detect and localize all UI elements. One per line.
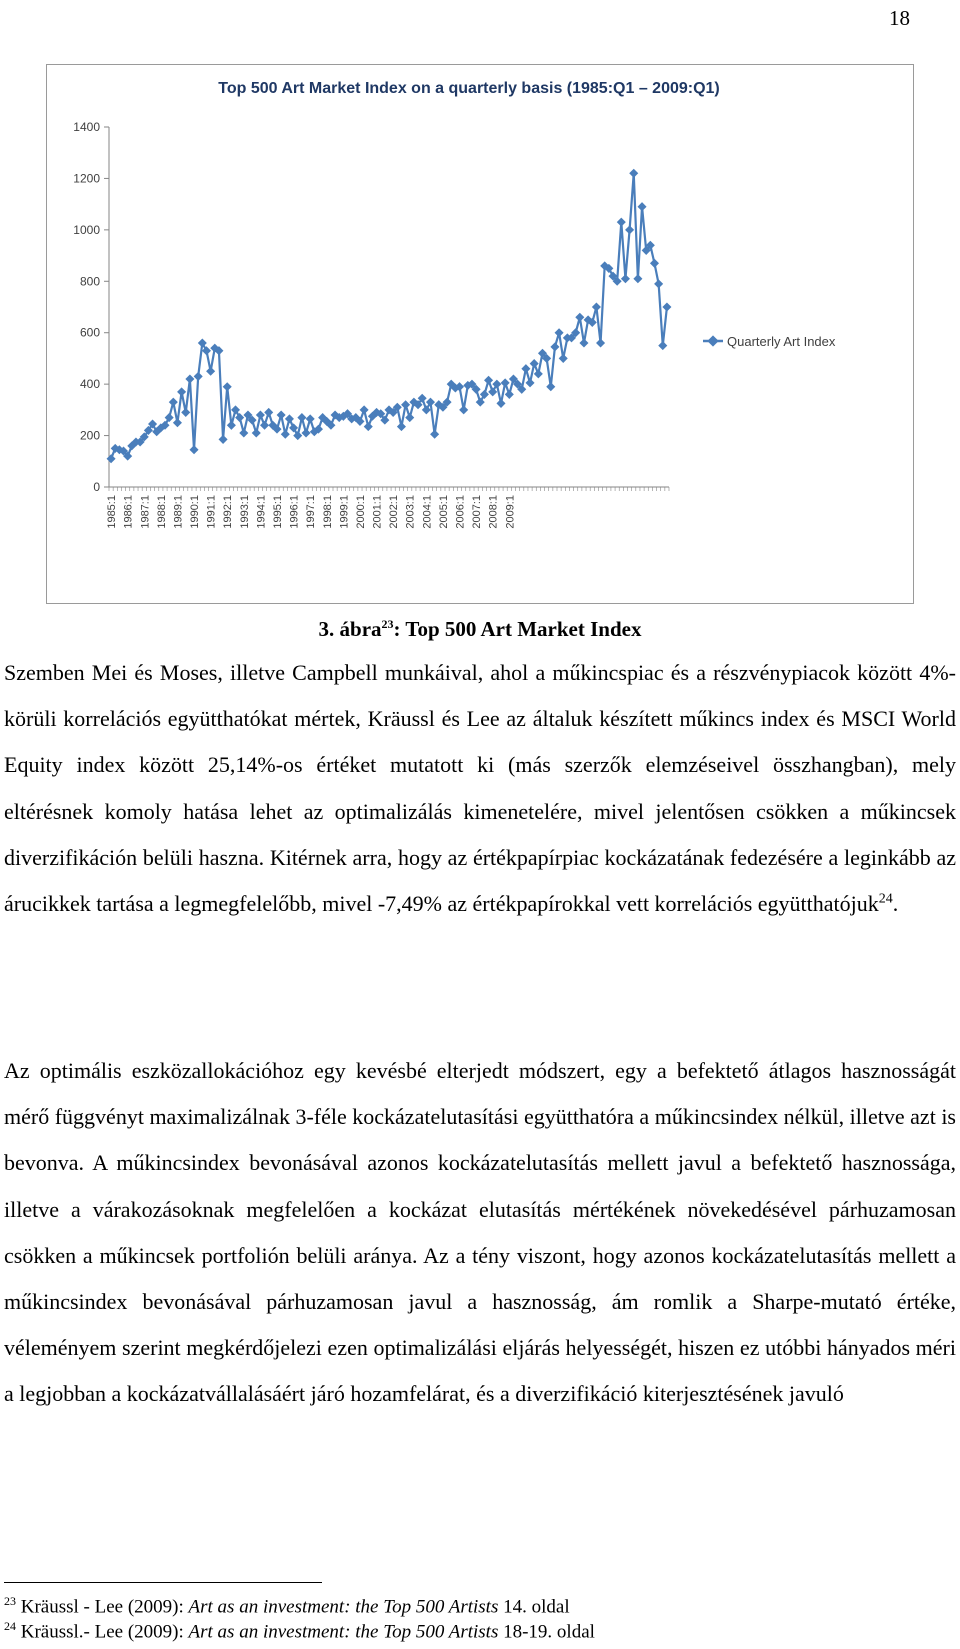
- paragraph-2: Az optimális eszközallokációhoz egy kevésbé elterjedt módszert, egy a befektető átlagos hasznosságát mérő függvényt maximalizálnak 3-féle kockázatelutasítási együtthatóra a műkincsindex nélkül, illetve azt is bevonva. A műkincsindex bevonásával azonos kockázatelutasítás mellett javul a befektető hasznossága, illetve a várakozásoknak megfelelően a kockázat elutasítás mértékének növekedésével párhuzamosan csökken a műkincsek portfolión belüli aránya. Az a tény viszont, hogy azonos kockázatelutasítás mellett a műkincsindex bevonásával párhuzamosan javul a hasznosság, ám romlik a Sharpe-mutató értéke, véleményem szerint megkérdőjelezi ezen optimalizálási eljárás helyességét, hiszen ez utóbbi hányados méri a legjobban a kockázatvállalásáért járó hozamfelárat, és a diverzifikáció kiterjesztésének javuló: [4, 1058, 956, 1407]
- data-point: [480, 390, 489, 399]
- x-tick-label: 2005:1: [437, 495, 450, 529]
- data-point: [488, 387, 497, 396]
- data-point: [360, 405, 369, 414]
- footnote-divider: [4, 1582, 322, 1583]
- x-tick-label: 1996:1: [288, 495, 301, 529]
- data-point: [302, 428, 311, 437]
- y-tick-label: 0: [93, 480, 100, 494]
- data-point: [235, 413, 244, 422]
- x-tick-label: 1995:1: [272, 495, 284, 529]
- data-point: [239, 428, 248, 437]
- series-line: [111, 173, 667, 458]
- data-point: [662, 302, 671, 311]
- data-point: [281, 430, 290, 439]
- x-tick-label: 1989:1: [172, 495, 185, 529]
- x-tick-label: 1990:1: [189, 495, 202, 529]
- data-point: [405, 413, 414, 422]
- data-point: [260, 421, 269, 430]
- data-point: [173, 418, 182, 427]
- x-tick-label: 2007:1: [471, 495, 484, 529]
- data-point: [306, 414, 315, 423]
- data-point: [397, 422, 406, 431]
- caption-label: 3. ábra: [318, 617, 382, 641]
- x-tick-label: 2004:1: [421, 495, 434, 529]
- data-point: [185, 374, 194, 383]
- data-point: [165, 413, 174, 422]
- paragraph-1: [4, 650, 956, 927]
- x-tick-label: 1993:1: [238, 495, 251, 529]
- data-point: [592, 302, 601, 311]
- data-point: [654, 279, 663, 288]
- data-point: [621, 274, 630, 283]
- data-point: [198, 338, 207, 347]
- x-tick-label: 1987:1: [139, 495, 152, 529]
- data-point: [658, 341, 667, 350]
- paragraph-1-footnote-ref: 24: [878, 891, 893, 907]
- legend-label: Quarterly Art Index: [727, 334, 836, 349]
- footnote-number: 24: [4, 1619, 16, 1633]
- paragraph-1-text: Szemben Mei és Moses, illetve Campbell munkáival, ahol a műkincspiac és a részvénypiacok között 4%-körüli korrelációs együtthatókat mértek, Kräussl és Lee az általuk készített műkincs index és MSCI World Equity index között 25,14%-os értéket mutatott ki (más szerzők elemzéseivel összhangban), mely eltérésnek komoly hatása lehet az optimalizálás kimenetelére, mivel jelentősen csökken a műkincsek diverzifikáción belüli haszna. Kitérnek arra, hogy az értékpapírpiac kockázatának fedezésére a leginkább az árucikkek tartása a legmegfelelőbb, mivel -7,49% az értékpapírokkal vett korrelációs együtthatójuk: [4, 660, 956, 917]
- data-point: [625, 225, 634, 234]
- data-point: [277, 410, 286, 419]
- data-point: [430, 430, 439, 439]
- x-tick-label: 1986:1: [122, 495, 135, 529]
- data-point: [492, 380, 501, 389]
- caption-footnote-ref: 23: [381, 617, 394, 631]
- data-point: [107, 454, 116, 463]
- chart-legend: [703, 334, 836, 349]
- chart-figure: [46, 64, 914, 604]
- data-point: [401, 400, 410, 409]
- data-point: [285, 414, 294, 423]
- data-point: [190, 445, 199, 454]
- data-point: [194, 372, 203, 381]
- y-tick-label: 1000: [73, 222, 100, 237]
- y-tick-label: 1200: [73, 171, 100, 186]
- x-tick-label: 2000:1: [354, 495, 367, 529]
- x-tick-label: 2002:1: [388, 495, 401, 529]
- x-tick-label: 2001:1: [371, 495, 384, 529]
- data-point: [501, 378, 510, 387]
- x-tick-label: 2009:1: [504, 495, 517, 529]
- x-tick-label: 2003:1: [404, 495, 417, 529]
- data-point: [496, 399, 505, 408]
- x-tick-label: 1988:1: [155, 495, 168, 529]
- footnote-title: Art as an investment: the Top 500 Artists: [188, 1596, 499, 1618]
- x-tick-label: 1991:1: [205, 495, 218, 529]
- y-axis: [73, 120, 109, 494]
- data-point: [555, 328, 564, 337]
- data-point: [596, 338, 605, 347]
- series-layer: [107, 169, 672, 463]
- data-point: [422, 405, 431, 414]
- data-point: [526, 378, 535, 387]
- footnote-24: [4, 1614, 595, 1644]
- data-point: [206, 367, 215, 376]
- data-point: [181, 408, 190, 417]
- page-number: 18: [889, 6, 910, 30]
- data-point: [633, 274, 642, 283]
- x-tick-label: 1997:1: [305, 495, 318, 529]
- x-tick-label: 2008:1: [487, 495, 500, 529]
- legend-marker: [707, 335, 718, 346]
- data-point: [550, 342, 559, 351]
- footnote-title: Art as an investment: the Top 500 Artists: [188, 1621, 499, 1643]
- data-point: [575, 313, 584, 322]
- data-point: [546, 382, 555, 391]
- data-point: [227, 421, 236, 430]
- x-tick-label: 2006:1: [454, 495, 467, 529]
- data-point: [289, 423, 298, 432]
- y-tick-label: 600: [79, 325, 100, 340]
- art-index-line-chart: [47, 65, 913, 603]
- data-point: [521, 364, 530, 373]
- y-tick-label: 800: [79, 274, 100, 289]
- y-tick-label: 1400: [73, 120, 100, 134]
- data-point: [629, 169, 638, 178]
- data-point: [169, 398, 178, 407]
- data-point: [202, 346, 211, 355]
- x-tick-label: 1985:1: [106, 495, 119, 529]
- paragraph-1-end: .: [892, 891, 899, 917]
- x-axis: [106, 487, 669, 529]
- data-point: [297, 413, 306, 422]
- figure-caption: [0, 617, 960, 642]
- footnote-pages: 14. oldal: [498, 1596, 570, 1618]
- data-point: [256, 410, 265, 419]
- data-point: [231, 405, 240, 414]
- data-point: [219, 435, 228, 444]
- caption-text: : Top 500 Art Market Index: [393, 617, 642, 641]
- data-point: [559, 354, 568, 363]
- data-point: [223, 382, 232, 391]
- y-tick-label: 400: [79, 377, 100, 392]
- data-point: [484, 376, 493, 385]
- data-point: [617, 218, 626, 227]
- footnote-authors: Kräussl.- Lee (2009):: [16, 1621, 189, 1643]
- x-tick-label: 1994:1: [255, 495, 268, 529]
- data-point: [530, 359, 539, 368]
- data-point: [534, 369, 543, 378]
- data-point: [252, 428, 261, 437]
- data-point: [364, 422, 373, 431]
- data-point: [293, 431, 302, 440]
- x-tick-label: 1999:1: [338, 495, 351, 529]
- data-point: [579, 338, 588, 347]
- data-point: [650, 259, 659, 268]
- footnote-authors: Kräussl - Lee (2009):: [16, 1596, 189, 1618]
- data-point: [638, 202, 647, 211]
- data-point: [476, 398, 485, 407]
- footnote-pages: 18-19. oldal: [498, 1621, 595, 1643]
- chart-title: Top 500 Art Market Index on a quarterly basis (1985:Q1 – 2009:Q1): [218, 80, 720, 97]
- data-point: [177, 387, 186, 396]
- x-tick-label: 1998:1: [321, 495, 334, 529]
- y-tick-label: 200: [79, 428, 100, 443]
- data-point: [264, 408, 273, 417]
- data-point: [426, 398, 435, 407]
- x-tick-label: 1992:1: [222, 495, 235, 529]
- data-point: [505, 390, 514, 399]
- footnote-number: 23: [4, 1594, 16, 1608]
- data-point: [459, 405, 468, 414]
